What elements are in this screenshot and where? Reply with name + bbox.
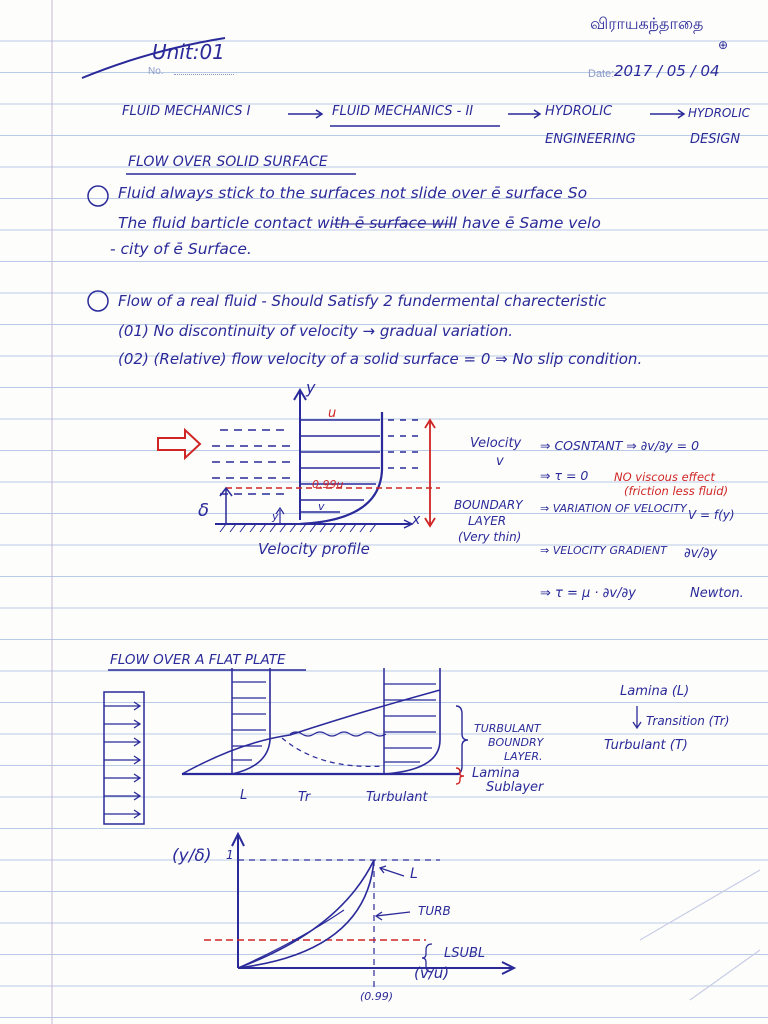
- course-item-3a: HYDROLIC: [545, 104, 613, 119]
- p2-line1: Flow of a real fluid - Should Satisfy 2 fundermental charecteristic: [118, 292, 607, 310]
- diagram-y-axis-label: y: [306, 378, 316, 397]
- chart-y-label: (y/δ): [172, 846, 212, 866]
- turb-bl-3: LAYER.: [504, 750, 543, 763]
- note-no-viscous: NO viscous effect: [614, 470, 715, 484]
- diagram-x-axis-label: x: [412, 512, 421, 528]
- lamina-sub-1: Lamina: [472, 766, 520, 781]
- course-item-4b: DESIGN: [690, 132, 741, 147]
- course-item-3b: ENGINEERING: [545, 132, 636, 147]
- note-newton-eq: ⇒ τ = μ · ∂v/∂y: [540, 586, 636, 601]
- note-variation: ⇒ VARIATION OF VELOCITY: [540, 502, 687, 515]
- p1-line3: - city of ē Surface.: [110, 240, 252, 258]
- note-bl-3: (Very thin): [458, 530, 522, 544]
- section2-title: FLOW OVER A FLAT PLATE: [110, 652, 286, 668]
- tamil-heading: விராயகந்தாதை: [590, 14, 704, 33]
- p2-line3: (02) (Relative) flow velocity of a solid surface = 0 ⇒ No slip condition.: [118, 350, 643, 368]
- chart-curve-turb: TURB: [418, 904, 451, 918]
- turb-bl-1: TURBULANT: [474, 722, 541, 735]
- regime-turbulant: Turbulant (T): [604, 738, 688, 753]
- course-item-2: FLUID MECHANICS - II: [332, 104, 474, 119]
- lamina-sub-2: Sublayer: [486, 780, 544, 795]
- no-label: No.: [148, 66, 164, 77]
- plate-label-L: L: [240, 788, 248, 803]
- diagram-delta-label: δ: [198, 500, 210, 521]
- date-label: Date:: [588, 68, 615, 80]
- regime-lamina: Lamina (L): [620, 684, 690, 699]
- turb-bl-2: BOUNDRY: [488, 736, 544, 749]
- note-gradient: ⇒ VELOCITY GRADIENT: [540, 544, 667, 557]
- course-item-1: FLUID MECHANICS I: [122, 104, 251, 119]
- diagram-caption: Velocity profile: [258, 540, 370, 558]
- p1-line2: The fluid barticle contact with ē surface will have ē Same velo: [118, 214, 601, 232]
- flow-arrow-2: [508, 110, 540, 118]
- diagram-099u-label: 0.99u: [312, 478, 344, 491]
- note-tau-zero: ⇒ τ = 0: [540, 468, 589, 483]
- p2-line2: (01) No discontinuity of velocity → gradual variation.: [118, 322, 514, 340]
- note-velocity: Velocity: [470, 436, 522, 451]
- note-constant: ⇒ COSNTANT ⇒ ∂v/∂y = 0: [540, 438, 700, 453]
- chart-x-label: (v/u): [414, 964, 450, 982]
- note-newton: Newton.: [690, 586, 744, 601]
- bullet-2: [88, 291, 108, 311]
- note-velocity-symbol: v: [496, 454, 504, 469]
- flow-arrow-1: [288, 110, 322, 118]
- chart-curve-L: L: [410, 866, 418, 882]
- no-field: [174, 74, 234, 75]
- diagram-v-label: v: [318, 500, 325, 513]
- note-friction-less: (friction less fluid): [624, 484, 729, 498]
- profile-chart: [204, 834, 514, 990]
- note-bl-2: LAYER: [468, 514, 507, 528]
- p1-line1: Fluid always stick to the surfaces not slide over ē surface So: [118, 184, 588, 202]
- diagram-u-label: u: [328, 406, 337, 421]
- regime-transition: Transition (Tr): [646, 714, 730, 728]
- chart-x-tick: (0.99): [360, 990, 394, 1003]
- corner-mark-icon: ⊕: [718, 38, 729, 52]
- chart-lsubl: LSUBL: [444, 946, 486, 961]
- course-item-4a: HYDROLIC: [688, 106, 750, 120]
- flow-arrow-3: [650, 110, 684, 118]
- note-bl-1: BOUNDARY: [454, 498, 523, 512]
- note-dvdy: ∂v/∂y: [684, 546, 718, 561]
- note-v-fy: V = f(y): [688, 508, 735, 522]
- bleed-through: [640, 870, 760, 940]
- date-value: 2017 / 05 / 04: [614, 62, 720, 80]
- diagram-y-small: y: [272, 510, 279, 523]
- plate-label-Tr: Tr: [298, 790, 311, 805]
- chart-y-tick: 1: [226, 848, 234, 862]
- plate-label-turbulant: Turbulant: [366, 790, 428, 805]
- section1-title: FLOW OVER SOLID SURFACE: [128, 154, 328, 170]
- bullet-1: [88, 186, 108, 206]
- unit-title: Unit:01: [152, 40, 225, 64]
